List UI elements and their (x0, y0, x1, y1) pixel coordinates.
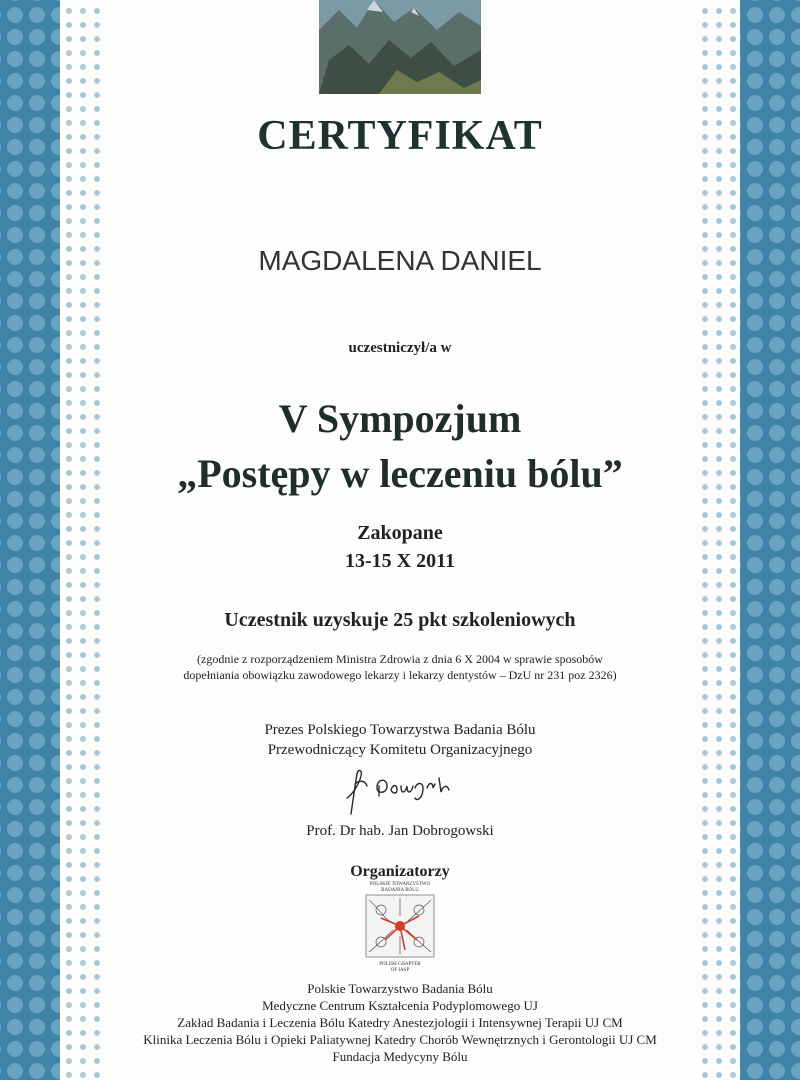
svg-text:OF IASP: OF IASP (390, 968, 410, 973)
signatory-title-line2: Przewodniczący Komitetu Organizacyjnego (267, 742, 533, 758)
organizer-item: Zakład Badania i Leczenia Bólu Katedry Anestezjologii i Intensywnej Terapii UJ CM (177, 1015, 623, 1030)
signatory-title-line1: Prezes Polskiego Towarzystwa Badania Bólu (264, 722, 536, 738)
legal-note-line1: (zgodnie z rozporządzeniem Ministra Zdrowia z dnia 6 X 2004 w sprawie sposobów (197, 652, 603, 666)
recipient-name: MAGDALENA DANIEL (258, 245, 542, 276)
symposium-title-line1: V Sympozjum (278, 396, 522, 441)
mountain-photo (319, 0, 481, 94)
society-logo (361, 878, 439, 976)
signatory-name: Prof. Dr hab. Jan Dobrogowski (306, 823, 494, 839)
event-dates: 13-15 X 2011 (345, 550, 455, 572)
organizer-item: Fundacja Medycyny Bólu (332, 1049, 468, 1064)
handwritten-signature (335, 764, 465, 818)
training-points: Uczestnik uzyskuje 25 pkt szkoleniowych (224, 609, 576, 631)
organizer-item: Medyczne Centrum Kształcenia Podyplomowego UJ (262, 998, 538, 1013)
symposium-title-line2: „Postępy w leczeniu bólu” (177, 451, 623, 496)
right-dot-pattern (740, 0, 800, 1080)
svg-text:BADANIA BÓLU: BADANIA BÓLU (381, 888, 419, 893)
organizers-heading: Organizatorzy (350, 863, 450, 880)
participation-text: uczestniczył/a w (348, 340, 452, 356)
legal-note-line2: dopełniania obowiązku zawodowego lekarzy i lekarzy dentystów – DzU nr 231 poz 2326) (183, 668, 617, 682)
event-location: Zakopane (357, 522, 443, 544)
svg-text:POLISH CHAPTER: POLISH CHAPTER (379, 962, 421, 967)
left-dot-pattern (0, 0, 60, 1080)
svg-text:POLSKIE TOWARZYSTWO: POLSKIE TOWARZYSTWO (369, 882, 431, 887)
organizer-item: Polskie Towarzystwo Badania Bólu (307, 981, 493, 996)
certificate-title: CERTYFIKAT (257, 113, 543, 159)
organizer-item: Klinika Leczenia Bólu i Opieki Paliatywnej Katedry Chorób Wewnętrznych i Gerontologii UJ CM (143, 1032, 657, 1047)
